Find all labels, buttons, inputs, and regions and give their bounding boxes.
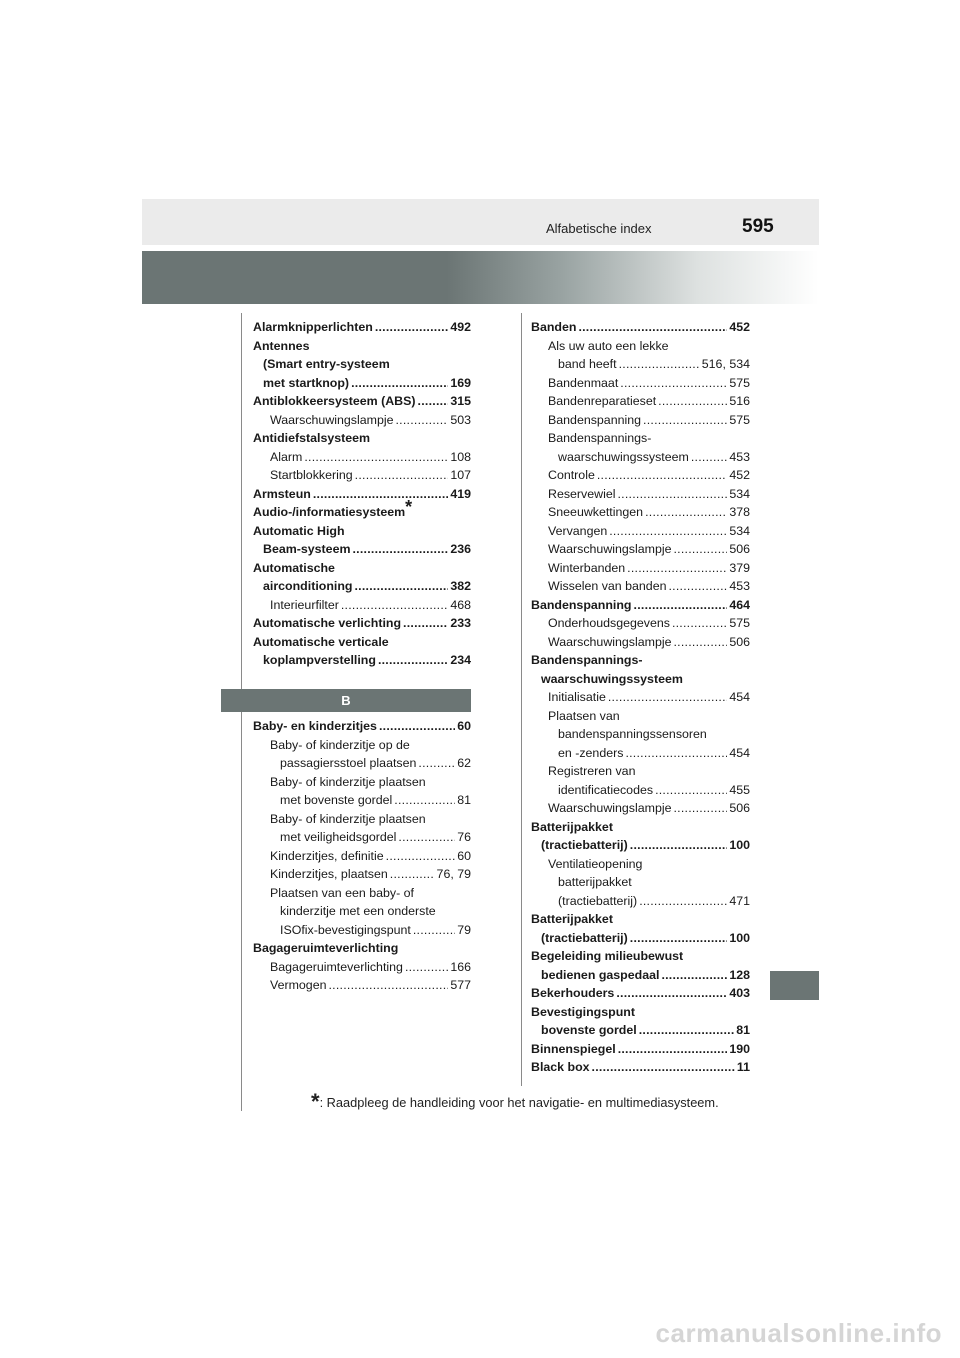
index-entry-page: 516, 534 bbox=[701, 357, 750, 371]
dot-leader bbox=[413, 921, 455, 940]
index-entry bbox=[531, 522, 750, 541]
index-entry-text: bedienen gaspedaal bbox=[541, 967, 660, 982]
index-entry bbox=[531, 559, 750, 578]
index-entry-text: Controle bbox=[548, 468, 595, 482]
dot-leader bbox=[674, 799, 728, 818]
index-entry-page: 506 bbox=[729, 542, 750, 556]
index-entry-page: 577 bbox=[450, 978, 471, 992]
index-entry bbox=[253, 559, 471, 578]
index-entry-page: 503 bbox=[450, 412, 471, 427]
index-entry-text: Bagageruimteverlichting bbox=[253, 941, 399, 955]
gradient-banner bbox=[142, 251, 819, 304]
dot-leader bbox=[620, 374, 727, 393]
dot-leader bbox=[645, 503, 727, 522]
index-entry-text: Baby- en kinderzitjes bbox=[253, 719, 377, 733]
index-entry bbox=[531, 1021, 750, 1040]
index-entry-text: koplampverstelling bbox=[263, 653, 376, 667]
dot-leader bbox=[355, 466, 449, 485]
index-entry bbox=[531, 688, 750, 707]
index-entry-page: 452 bbox=[729, 320, 750, 334]
index-entry bbox=[531, 707, 750, 726]
dot-leader bbox=[691, 448, 727, 467]
index-entry-text: Onderhoudsgegevens bbox=[548, 616, 670, 630]
index-entry bbox=[253, 577, 471, 596]
index-entry-page: 453 bbox=[729, 579, 750, 593]
index-column-left-b bbox=[253, 717, 471, 995]
index-entry-text: Bekerhouders bbox=[531, 986, 615, 1000]
dot-leader bbox=[609, 522, 727, 541]
index-entry bbox=[531, 651, 750, 670]
index-entry-page: 108 bbox=[450, 449, 471, 464]
index-entry-text: Bandenspannings- bbox=[548, 431, 652, 445]
index-entry-text: Bandenspannings- bbox=[531, 653, 643, 667]
index-entry-page: 128 bbox=[729, 967, 750, 982]
index-entry-page: 62 bbox=[457, 756, 471, 770]
index-entry bbox=[531, 633, 750, 652]
index-entry bbox=[531, 966, 750, 985]
left-divider bbox=[241, 313, 242, 1111]
index-entry-page: 76, 79 bbox=[436, 867, 471, 881]
dot-leader bbox=[617, 485, 727, 504]
index-entry-text: Plaatsen van bbox=[548, 708, 620, 723]
index-entry-text: Winterbanden bbox=[548, 560, 626, 575]
index-entry bbox=[531, 392, 750, 411]
dot-leader bbox=[354, 577, 448, 596]
dot-leader bbox=[674, 633, 728, 652]
index-entry-text: Banden bbox=[531, 320, 577, 334]
index-entry bbox=[253, 614, 471, 633]
dot-leader bbox=[630, 836, 728, 855]
index-entry bbox=[253, 921, 471, 940]
index-entry-text: Baby- of kinderzitje plaatsen bbox=[270, 811, 426, 826]
index-entry-text: Automatic High bbox=[253, 523, 345, 538]
index-entry-page: 315 bbox=[450, 394, 471, 408]
index-entry bbox=[253, 337, 471, 356]
index-entry-text: Armsteun bbox=[253, 486, 311, 501]
index-entry-text: met bovenste gordel bbox=[280, 793, 393, 807]
index-entry-text: Bandenreparatieset bbox=[548, 394, 657, 408]
index-entry bbox=[253, 596, 471, 615]
dot-leader bbox=[390, 865, 435, 884]
chapter-side-tab bbox=[770, 971, 819, 1000]
index-entry-text: Bevestigingspunt bbox=[531, 1004, 635, 1019]
column-divider bbox=[521, 313, 522, 1086]
index-entry bbox=[253, 810, 471, 829]
footnote-marker: * bbox=[405, 496, 413, 517]
index-entry bbox=[531, 355, 750, 374]
index-entry bbox=[253, 902, 471, 921]
dot-leader bbox=[630, 929, 728, 948]
index-entry bbox=[531, 836, 750, 855]
index-entry-text: Baby- of kinderzitje plaatsen bbox=[270, 774, 426, 789]
dot-leader bbox=[625, 744, 727, 763]
index-entry-page: 100 bbox=[729, 930, 750, 945]
index-entry-page: 79 bbox=[457, 922, 471, 937]
index-entry-page: 379 bbox=[729, 560, 750, 575]
index-entry-page: 454 bbox=[729, 690, 750, 704]
index-entry-page: 169 bbox=[450, 375, 471, 390]
dot-leader bbox=[658, 392, 727, 411]
index-entry-page: 11 bbox=[736, 1060, 750, 1074]
dot-leader bbox=[386, 847, 456, 866]
index-entry bbox=[531, 725, 750, 744]
index-entry bbox=[253, 847, 471, 866]
index-entry-text: Alarmknipperlichten bbox=[253, 320, 373, 334]
index-entry-text: waarschuwingssysteem bbox=[558, 449, 689, 464]
dot-leader bbox=[592, 1058, 735, 1077]
index-entry-page: 575 bbox=[729, 375, 750, 390]
section-title: Alfabetische index bbox=[546, 221, 652, 236]
index-entry bbox=[531, 540, 750, 559]
index-entry bbox=[253, 717, 471, 736]
index-entry-text: Binnenspiegel bbox=[531, 1041, 616, 1056]
dot-leader bbox=[418, 392, 449, 411]
index-column-right bbox=[531, 318, 750, 1077]
index-entry bbox=[253, 884, 471, 903]
index-entry-text: Als uw auto een lekke bbox=[548, 338, 669, 353]
dot-leader bbox=[672, 614, 727, 633]
index-entry bbox=[253, 976, 471, 995]
index-entry-text: bovenste gordel bbox=[541, 1023, 637, 1037]
page-number: 595 bbox=[742, 216, 774, 237]
index-entry-page: 382 bbox=[450, 579, 471, 593]
index-entry-text: Waarschuwingslampje bbox=[548, 634, 672, 649]
index-entry-page: 107 bbox=[450, 468, 471, 482]
index-entry-page: 403 bbox=[729, 986, 750, 1000]
index-entry bbox=[253, 496, 471, 522]
index-entry-text: Interieurfilter bbox=[270, 597, 339, 612]
index-entry-text: kinderzitje met een onderste bbox=[280, 904, 436, 918]
index-entry bbox=[253, 522, 471, 541]
index-entry-page: 506 bbox=[729, 634, 750, 649]
footnote bbox=[311, 1089, 719, 1115]
index-entry bbox=[253, 355, 471, 374]
index-entry-text: Kinderzitjes, plaatsen bbox=[270, 867, 388, 881]
index-entry-text: Initialisatie bbox=[548, 690, 606, 704]
index-entry-page: 81 bbox=[457, 793, 471, 807]
index-entry-text: Baby- of kinderzitje op de bbox=[270, 737, 410, 752]
index-entry bbox=[531, 818, 750, 837]
dot-leader bbox=[351, 374, 448, 393]
index-entry-text: Bagageruimteverlichting bbox=[270, 959, 403, 974]
index-entry bbox=[531, 855, 750, 874]
index-entry-text: Sneeuwkettingen bbox=[548, 505, 644, 519]
index-entry-text: Bandenspanning bbox=[531, 597, 632, 612]
dot-leader bbox=[379, 717, 455, 736]
index-entry bbox=[253, 754, 471, 773]
index-entry-text: Automatische bbox=[253, 560, 335, 575]
index-entry-text: Automatische verticale bbox=[253, 634, 389, 649]
dot-leader bbox=[634, 596, 728, 615]
index-entry-text: Registreren van bbox=[548, 764, 636, 778]
index-entry-text: Bandenspanning bbox=[548, 412, 642, 427]
index-entry bbox=[531, 1003, 750, 1022]
index-entry-page: 60 bbox=[457, 848, 471, 863]
watermark: carmanualsonline.info bbox=[655, 1318, 942, 1348]
index-entry-page: 419 bbox=[450, 486, 471, 501]
index-entry-text: (Smart entry-systeem bbox=[263, 357, 390, 371]
index-entry-text: bandenspanningssensoren bbox=[558, 727, 707, 741]
index-entry-page: 468 bbox=[450, 597, 471, 612]
index-entry-text: batterijpakket bbox=[558, 875, 632, 889]
index-entry-text: passagiersstoel plaatsen bbox=[280, 756, 417, 770]
index-entry-text: Begeleiding milieubewust bbox=[531, 949, 684, 963]
index-entry-text: Audio-/informatiesysteem bbox=[253, 505, 406, 519]
dot-leader bbox=[655, 781, 727, 800]
index-entry-text: Wisselen van banden bbox=[548, 579, 667, 593]
index-entry-page: 455 bbox=[729, 782, 750, 797]
index-entry bbox=[253, 466, 471, 485]
dot-leader bbox=[627, 559, 727, 578]
index-entry bbox=[253, 828, 471, 847]
index-entry bbox=[531, 614, 750, 633]
index-entry-text: en -zenders bbox=[558, 745, 624, 760]
index-entry-page: 575 bbox=[729, 616, 750, 630]
index-entry-text: (tractiebatterij) bbox=[541, 838, 628, 852]
index-entry-text: (tractiebatterij) bbox=[541, 930, 628, 945]
index-entry bbox=[531, 1040, 750, 1059]
index-entry-text: Vervangen bbox=[548, 523, 608, 538]
dot-leader bbox=[661, 966, 727, 985]
index-entry bbox=[531, 466, 750, 485]
dot-leader bbox=[375, 318, 449, 337]
index-entry-text: Antiblokkeersysteem (ABS) bbox=[253, 394, 416, 408]
index-entry-text: Waarschuwingslampje bbox=[548, 801, 672, 815]
index-entry bbox=[531, 781, 750, 800]
dot-leader bbox=[643, 411, 727, 430]
index-entry bbox=[531, 318, 750, 337]
footnote-text: : Raadpleeg de handleiding voor het navigatie- en multimediasysteem. bbox=[319, 1095, 719, 1110]
index-entry bbox=[253, 448, 471, 467]
index-entry bbox=[531, 374, 750, 393]
index-entry-text: Ventilatieopening bbox=[548, 856, 643, 871]
index-entry bbox=[531, 596, 750, 615]
index-entry-text: Black box bbox=[531, 1060, 590, 1074]
index-entry bbox=[253, 773, 471, 792]
index-entry-page: 234 bbox=[450, 653, 471, 667]
index-entry-text: Plaatsen van een baby- of bbox=[270, 885, 414, 900]
index-entry bbox=[253, 736, 471, 755]
index-entry-text: Waarschuwingslampje bbox=[270, 412, 394, 427]
index-entry-page: 81 bbox=[736, 1023, 750, 1037]
index-entry bbox=[531, 873, 750, 892]
dot-leader bbox=[405, 958, 448, 977]
index-entry bbox=[253, 318, 471, 337]
index-entry bbox=[531, 448, 750, 467]
index-entry bbox=[531, 577, 750, 596]
index-entry-text: Beam-systeem bbox=[263, 542, 351, 556]
dot-leader bbox=[618, 1040, 728, 1059]
index-entry-page: 378 bbox=[729, 505, 750, 519]
index-entry bbox=[253, 411, 471, 430]
index-entry-page: 516 bbox=[729, 394, 750, 408]
dot-leader bbox=[597, 466, 727, 485]
dot-leader bbox=[619, 355, 700, 374]
index-entry-page: 534 bbox=[729, 486, 750, 501]
footnote-star: * bbox=[311, 1089, 320, 1114]
index-entry-text: Batterijpakket bbox=[531, 819, 613, 834]
index-entry-text: Vermogen bbox=[270, 978, 327, 992]
index-entry bbox=[253, 374, 471, 393]
dot-leader bbox=[352, 540, 448, 559]
dot-leader bbox=[403, 614, 448, 633]
index-entry-page: 454 bbox=[729, 745, 750, 760]
index-entry bbox=[531, 411, 750, 430]
index-entry bbox=[531, 799, 750, 818]
dot-leader bbox=[639, 1021, 735, 1040]
index-entry-page: 575 bbox=[729, 412, 750, 427]
index-entry-page: 100 bbox=[729, 838, 750, 852]
index-entry-page: 236 bbox=[450, 542, 471, 556]
index-entry-text: identificatiecodes bbox=[558, 782, 654, 797]
index-entry bbox=[253, 540, 471, 559]
index-entry-text: (tractiebatterij) bbox=[558, 893, 638, 908]
index-entry-text: met veiligheidsgordel bbox=[280, 830, 397, 844]
index-entry-page: 452 bbox=[729, 468, 750, 482]
index-entry bbox=[531, 337, 750, 356]
index-entry-text: Antidiefstalsysteem bbox=[253, 431, 371, 445]
index-entry bbox=[253, 958, 471, 977]
index-entry bbox=[253, 485, 471, 504]
index-entry-page: 464 bbox=[729, 597, 750, 612]
index-entry bbox=[253, 392, 471, 411]
index-entry-page: 76 bbox=[457, 830, 471, 844]
index-entry-page: 166 bbox=[450, 959, 471, 974]
dot-leader bbox=[668, 577, 727, 596]
index-entry-text: Alarm bbox=[270, 449, 303, 464]
index-entry-page: 60 bbox=[457, 719, 471, 733]
dot-leader bbox=[616, 984, 727, 1003]
index-entry-text: band heeft bbox=[558, 357, 617, 371]
index-entry bbox=[531, 892, 750, 911]
dot-leader bbox=[398, 828, 455, 847]
index-entry-text: airconditioning bbox=[263, 579, 353, 593]
index-entry bbox=[531, 485, 750, 504]
dot-leader bbox=[578, 318, 727, 337]
section-letter-b: B bbox=[221, 689, 471, 712]
index-entry bbox=[531, 744, 750, 763]
index-entry-page: 492 bbox=[450, 320, 471, 334]
dot-leader bbox=[608, 688, 727, 707]
index-entry-text: Batterijpakket bbox=[531, 912, 613, 926]
index-entry-text: Antennes bbox=[253, 338, 310, 353]
index-entry-text: waarschuwingssysteem bbox=[541, 671, 683, 686]
index-entry bbox=[531, 762, 750, 781]
index-entry bbox=[531, 947, 750, 966]
dot-leader bbox=[394, 791, 455, 810]
dot-leader bbox=[639, 892, 727, 911]
dot-leader bbox=[418, 754, 455, 773]
index-entry-page: 471 bbox=[729, 893, 750, 908]
index-entry-text: Automatische verlichting bbox=[253, 616, 402, 630]
index-entry bbox=[531, 929, 750, 948]
index-entry bbox=[253, 633, 471, 652]
dot-leader bbox=[328, 976, 448, 995]
index-entry bbox=[531, 503, 750, 522]
index-entry-text: Reservewiel bbox=[548, 486, 616, 501]
index-entry bbox=[253, 429, 471, 448]
index-entry bbox=[531, 984, 750, 1003]
index-entry-text: met startknop) bbox=[263, 375, 350, 390]
index-entry-page: 453 bbox=[729, 449, 750, 464]
dot-leader bbox=[378, 651, 448, 670]
index-entry bbox=[253, 791, 471, 810]
index-entry bbox=[253, 651, 471, 670]
index-entry-page: 506 bbox=[729, 801, 750, 815]
index-entry-text: ISOfix-bevestigingspunt bbox=[280, 922, 411, 937]
dot-leader bbox=[304, 448, 448, 467]
index-entry-page: 534 bbox=[729, 523, 750, 538]
index-entry-text: Startblokkering bbox=[270, 468, 353, 482]
index-entry bbox=[253, 939, 471, 958]
index-entry bbox=[253, 865, 471, 884]
index-entry bbox=[531, 670, 750, 689]
index-column-left bbox=[253, 318, 471, 670]
dot-leader bbox=[341, 596, 448, 615]
index-entry-text: Bandenmaat bbox=[548, 375, 619, 390]
header-band bbox=[142, 199, 819, 245]
dot-leader bbox=[674, 540, 728, 559]
index-entry-text: Waarschuwingslampje bbox=[548, 542, 672, 556]
index-entry bbox=[531, 429, 750, 448]
dot-leader bbox=[396, 411, 449, 430]
index-entry bbox=[531, 910, 750, 929]
index-entry-text: Kinderzitjes, definitie bbox=[270, 848, 384, 863]
index-entry-page: 190 bbox=[729, 1041, 750, 1056]
dot-leader bbox=[313, 485, 448, 504]
index-entry bbox=[531, 1058, 750, 1077]
index-entry-page: 233 bbox=[450, 616, 471, 630]
